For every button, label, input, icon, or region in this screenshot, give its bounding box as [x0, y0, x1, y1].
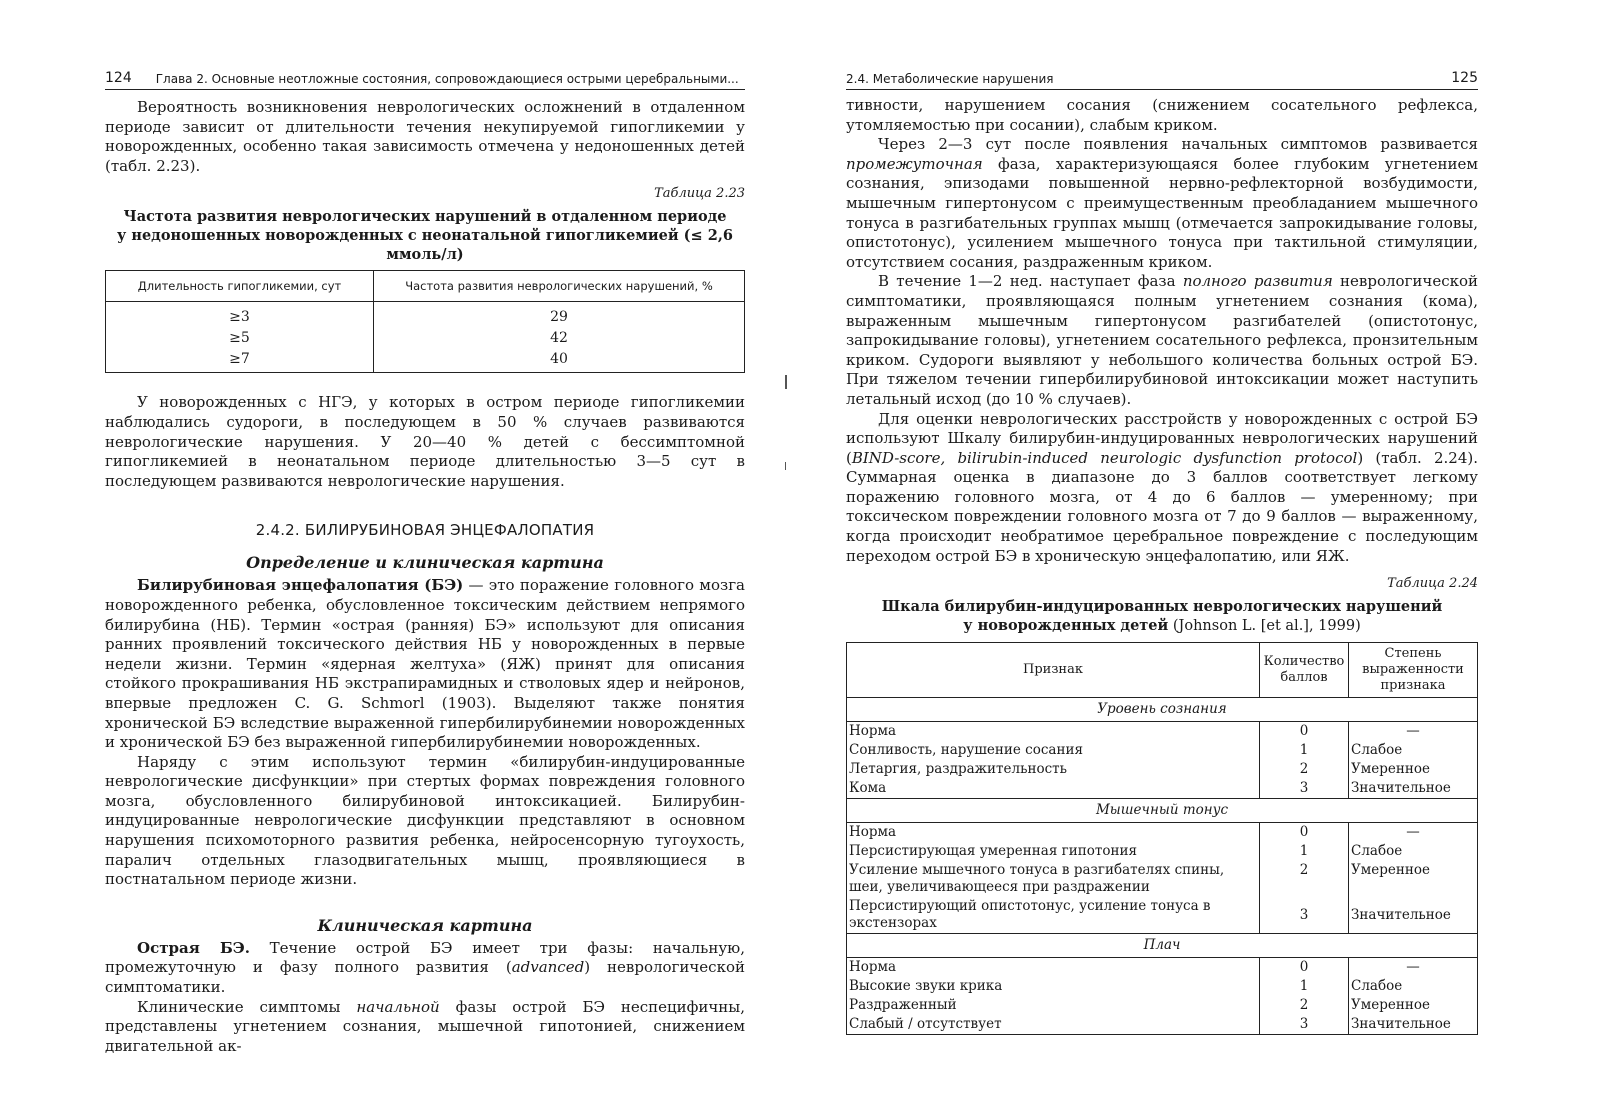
paragraph-text: В течение 1—2 нед. наступает фаза — [878, 272, 1183, 291]
table-cell: 2 — [1260, 996, 1349, 1015]
page-number-left: 124 — [105, 70, 132, 86]
paragraph: У новорожденных с НГЭ, у которых в остром периоде гипогликемии наблюдались судороги, в последующем в 50 % случаев развиваются неврологические нарушения. У 20—40 % детей с бессимптомной гипогликемией в неонатальном периоде длительностью 3—5 сут в последующем развиваются неврологические нарушения. — [105, 393, 745, 490]
table-row — [847, 958, 1478, 978]
paragraph-text: Для оценки неврологических расстройств у новорожденных с острой БЭ используют Шкалу билирубин-индуцированных неврологических нарушений ( — [846, 409, 1478, 467]
section-heading: 2.4.2. БИЛИРУБИНОВАЯ ЭНЦЕФАЛОПАТИЯ — [255, 521, 595, 540]
table-cell: 40 — [374, 348, 745, 373]
table-row — [847, 897, 1478, 934]
table-row — [847, 779, 1478, 799]
table-header-cell: Признак — [847, 643, 1260, 698]
table-cell: Умеренное — [1349, 861, 1478, 897]
paragraph-text: ) неврологической симптоматики. — [105, 958, 745, 997]
table-section-title: Уровень сознания — [847, 698, 1478, 722]
paragraph-text: фаза, характеризующаяся более глубоким угнетением сознания, эпизодами повышенной нервно-рефлекторной возбудимости, мышечным гипертонусом с преимущественным преобладанием мышечного тонуса в разгибательных группах мышц (отмечается запрокидывание головы, опистотонус), усилением мышечного тонуса при тактильной стимуляции, отсутствием сосания, раздраженным криком. — [846, 154, 1478, 271]
table-cell: Раздраженный — [847, 996, 1260, 1015]
term-italic: полного развития — [1182, 272, 1333, 291]
paragraph — [105, 998, 745, 1057]
table-title-line: у недоношенных новорожденных с неонатальной гипогликемией (≤ 2,6 ммоль/л) — [117, 227, 733, 264]
table-title-line: Частота развития неврологических нарушений в отдаленном периоде — [123, 208, 727, 226]
running-head-right — [846, 64, 1478, 90]
term-bold: Острая БЭ. — [137, 938, 250, 957]
table-section-title: Плач — [847, 934, 1478, 958]
term-italic: промежуточная — [846, 154, 983, 173]
table-cell: ≥7 — [106, 348, 374, 373]
paragraph-text: Через 2—3 сут после появления начальных симптомов развивается — [878, 135, 1478, 154]
paragraph — [105, 939, 745, 998]
table-section-title: Мышечный тонус — [847, 799, 1478, 823]
table-title-reference: (Johnson L. [et al.], 1999) — [1168, 618, 1361, 635]
running-head-title-right: 2.4. Метаболические нарушения — [846, 72, 1054, 86]
table-cell: Значительное — [1349, 897, 1478, 934]
table-cell: Слабое — [1349, 842, 1478, 861]
paragraph-text: фазы острой БЭ неспецифичны, представлены угнетением сознания, мышечной гипотонией, снижением двигательной ак- — [105, 997, 745, 1055]
table-cell: 1 — [1260, 741, 1349, 760]
table-row — [847, 722, 1478, 742]
running-head-left — [105, 64, 745, 90]
table-2-23 — [105, 270, 745, 373]
table-header-row — [847, 643, 1478, 698]
table-title-line: Шкала билирубин-индуцированных неврологических нарушений — [881, 598, 1443, 616]
table-header-cell: Степень выраженности признака — [1349, 643, 1478, 698]
paragraph: Вероятность возникновения неврологических осложнений в отдаленном периоде зависит от длительности течения некупируемой гипогликемии у новорожденных, особенно такая зависимость отмечена у недоношенных детей (табл. 2.23). — [105, 98, 745, 175]
table-section-row — [847, 934, 1478, 958]
table-cell: 3 — [1260, 897, 1349, 934]
table-cell: 2 — [1260, 861, 1349, 897]
paragraph-text: Течение острой БЭ имеет три фазы: начальную, промежуточную и фазу полного развития ( — [105, 938, 745, 977]
table-cell: Умеренное — [1349, 760, 1478, 779]
table-title — [105, 207, 745, 264]
table-header-cell: Частота развития неврологических нарушений, % — [374, 271, 745, 302]
term-italic: начальной — [356, 997, 440, 1016]
table-title — [846, 597, 1478, 636]
table-header-cell: Количество баллов — [1260, 643, 1349, 698]
table-cell: Высокие звуки крика — [847, 977, 1260, 996]
table-cell: Значительное — [1349, 779, 1478, 799]
table-row — [847, 842, 1478, 861]
table-row — [106, 348, 745, 373]
right-page — [846, 0, 1478, 1119]
table-cell: 1 — [1260, 977, 1349, 996]
running-head-title-left: Глава 2. Основные неотложные состояния, сопровождающиеся острыми церебральными... — [155, 72, 739, 86]
table-row — [847, 760, 1478, 779]
table-cell: 0 — [1260, 958, 1349, 978]
table-cell: 0 — [1260, 722, 1349, 742]
table-caption: Таблица 2.24 — [1387, 576, 1478, 592]
table-cell: 29 — [374, 302, 745, 328]
table-section-row — [847, 799, 1478, 823]
table-cell: Слабое — [1349, 741, 1478, 760]
paragraph — [105, 576, 745, 752]
table-cell: Усиление мышечного тонуса в разгибателях спины, шеи, увеличивающееся при раздражении — [847, 861, 1260, 897]
table-cell: — — [1349, 823, 1478, 843]
gutter-mark — [785, 375, 787, 389]
term-italic: advanced — [511, 958, 585, 977]
paragraph — [846, 272, 1478, 409]
table-cell: Умеренное — [1349, 996, 1478, 1015]
table-row — [847, 741, 1478, 760]
table-cell: Персистирующий опистотонус, усиление тонуса в экстензорах — [847, 897, 1260, 934]
paragraph-text: неврологической симптоматики, проявляющаяся полным угнетением сознания (кома), выраженным мышечным гипертонусом разгибателей (опистотонус, запрокидывание головы), угнетением сосательного рефлекса, пронзительным криком. Судороги выявляют у небольшого количества больных острой БЭ. При тяжелом течении гипербилирубиновой интоксикации может наступить летальный исход (до 10 % случаев). — [846, 272, 1479, 408]
table-row — [106, 302, 745, 328]
table-caption: Таблица 2.23 — [654, 186, 745, 202]
table-cell: — — [1349, 722, 1478, 742]
table-cell: ≥5 — [106, 327, 374, 348]
paragraph-text: ) (табл. 2.24). Суммарная оценка в диапазоне до 3 баллов соответствует легкому поражению головного мозга, от 4 до 6 баллов — умеренному; при токсическом повреждении головного мозга от 7 до 9 баллов — выраженному, когда происходит необратимое церебральное повреждение с последующим переходом острой БЭ в хроническую энцефалопатию, или ЯЖ. — [846, 448, 1479, 565]
paragraph: тивности, нарушением сосания (снижением сосательного рефлекса, утомляемостью при сосании), слабым криком. — [846, 96, 1478, 134]
page-number-right: 125 — [1451, 70, 1478, 86]
table-row — [847, 1015, 1478, 1035]
table-row — [106, 327, 745, 348]
table-row — [847, 861, 1478, 897]
paragraph: Наряду с этим используют термин «билирубин-индуцированные неврологические дисфункции» при стертых формах повреждения головного мозга, обусловленного билирубиновой интоксикацией. Билирубин-индуцированные неврологические дисфункции представляют в основном нарушения психомоторного развития ребенка, нейросенсорную тугоухость, паралич отдельных глазодвигательных мышц, проявляющиеся в постнатальном периоде жизни. — [105, 752, 745, 889]
table-cell: Слабый / отсутствует — [847, 1015, 1260, 1035]
table-cell: Норма — [847, 958, 1260, 978]
table-cell: Кома — [847, 779, 1260, 799]
paragraph — [846, 410, 1478, 567]
table-cell: — — [1349, 958, 1478, 978]
table-cell: Значительное — [1349, 1015, 1478, 1035]
table-row — [847, 996, 1478, 1015]
table-cell: 3 — [1260, 1015, 1349, 1035]
gutter-mark — [785, 462, 786, 470]
table-row — [847, 823, 1478, 843]
table-section-row — [847, 698, 1478, 722]
term-bold: Билирубиновая энцефалопатия (БЭ) — [137, 576, 464, 595]
subsection-heading: Определение и клиническая картина — [246, 553, 604, 573]
table-cell: Слабое — [1349, 977, 1478, 996]
table-title-text: у новорожденных детей — [963, 617, 1169, 635]
table-header-cell: Длительность гипогликемии, сут — [106, 271, 374, 302]
table-cell: 0 — [1260, 823, 1349, 843]
table-cell: 3 — [1260, 779, 1349, 799]
left-page — [105, 0, 745, 1119]
table-cell: 2 — [1260, 760, 1349, 779]
table-header-row — [106, 271, 745, 302]
table-cell: Сонливость, нарушение сосания — [847, 741, 1260, 760]
table-2-24 — [846, 642, 1478, 1035]
right-page-content — [846, 96, 1478, 1035]
term-italic: BIND-score, bilirubin-induced neurologic dysfunction protocol — [851, 448, 1358, 467]
table-cell: Летаргия, раздражительность — [847, 760, 1260, 779]
table-row — [847, 977, 1478, 996]
table-cell: ≥3 — [106, 302, 374, 328]
paragraph-text: — это поражение головного мозга новорожденного ребенка, обусловленное токсическим действием непрямого билирубина (НБ). Термин «острая (ранняя) БЭ» используют для описания ранних проявлений токсического действия НБ у новорожденных в первые недели жизни. Термин «ядерная желтуха» (ЯЖ) принят для описания стойкого прокрашивания НБ экстрапирамидных и стволовых ядер и нейронов, впервые предложен C. G. Schmorl (1903). Выделяют также понятия хронической БЭ вследствие выраженной гипербилирубинемии новорожденных и хронической БЭ без выраженной гипербилирубинемии новорожденных. — [105, 576, 745, 752]
table-cell: Норма — [847, 823, 1260, 843]
table-cell: 1 — [1260, 842, 1349, 861]
subsection-heading: Клиническая картина — [317, 915, 533, 935]
left-page-content — [105, 98, 745, 1056]
paragraph-text: Клинические симптомы — [137, 997, 357, 1016]
table-cell: 42 — [374, 327, 745, 348]
table-cell: Персистирующая умеренная гипотония — [847, 842, 1260, 861]
table-title-line — [846, 616, 1478, 636]
table-cell: Норма — [847, 722, 1260, 742]
paragraph — [846, 135, 1478, 272]
